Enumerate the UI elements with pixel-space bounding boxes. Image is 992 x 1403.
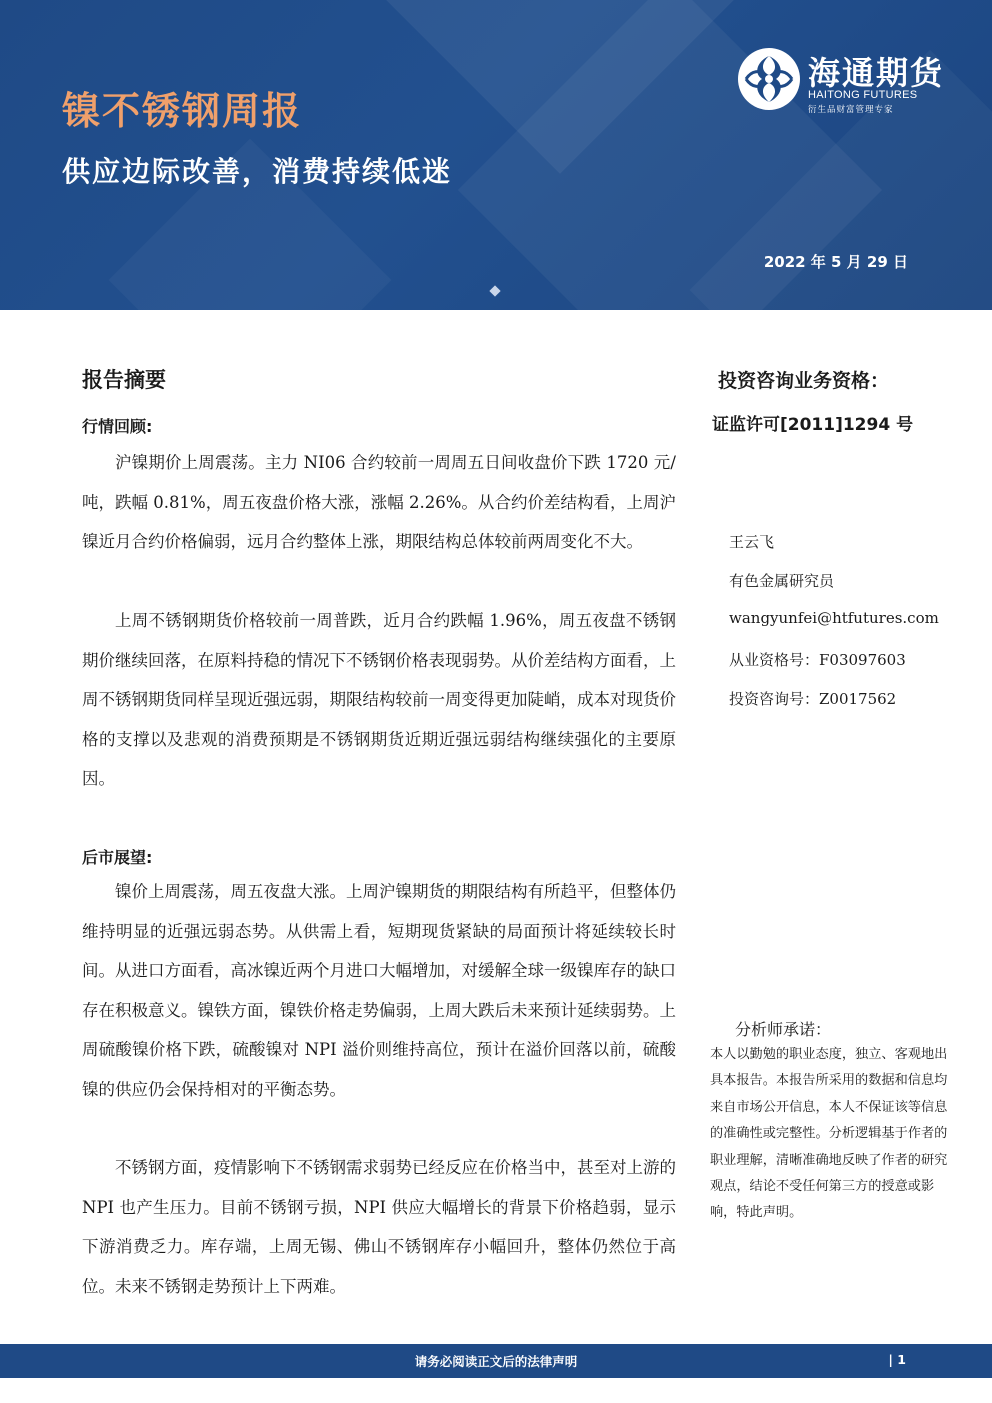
license-number: 证监许可[2011]1294 号 bbox=[712, 415, 914, 435]
legal-notice-link[interactable]: 请务必阅读正文后的法律声明 bbox=[414, 1354, 578, 1369]
review-paragraph: 沪镍期价上周震荡。主力 NI06 合约较前一周周五日间收盘价下跌 1720 元/吨，跌幅 0.81%，周五夜盘价格大涨，涨幅 2.26%。从合约价差结构看，上周沪镍近月合约价格偏弱，远月合约整体上涨，期限结构总体较前两周变化不大。 bbox=[82, 453, 676, 551]
outlook-paragraph: 镍价上周震荡，周五夜盘大涨。上周沪镍期货的期限结构有所趋平，但整体仍维持明显的近强远弱态势。从供需上看，短期现货紧缺的局面预计将延续较长时间。从进口方面看，高冰镍近两个月进口大幅增加，对缓解全球一级镍库存的缺口存在积极意义。镍铁方面，镍铁价格走势偏弱，上周大跌后未来预计延续弱势。上周硫酸镍价格下跌，硫酸镍对 NPI 溢价则维持高位，预计在溢价回落以前，硫酸镍的供应仍会保持相对的平衡态势。 bbox=[82, 882, 676, 1099]
logo-tagline: 衍生品财富管理专家 bbox=[808, 105, 894, 115]
pledge-title: 分析师承诺： bbox=[735, 1020, 832, 1039]
footer-bar bbox=[0, 1344, 992, 1378]
summary-title: 报告摘要 bbox=[82, 368, 166, 392]
report-title: 镍不锈钢周报 bbox=[62, 89, 303, 133]
analyst-practice-number: 从业资格号：F03097603 bbox=[729, 651, 906, 669]
review-heading: 行情回顾: bbox=[82, 417, 153, 436]
outlook-paragraph: 不锈钢方面，疫情影响下不锈钢需求弱势已经反应在价格当中，甚至对上游的 NPI 也产生压力。目前不锈钢亏损，NPI 供应大幅增长的背景下价格趋弱，显示下游消费乏力。库存端，上周无锡、佛山不锈钢库存小幅回升，整体仍然位于高位。未来不锈钢走势预计上下两难。 bbox=[82, 1158, 676, 1296]
header-banner bbox=[0, 0, 992, 310]
qualification-title: 投资咨询业务资格： bbox=[718, 370, 890, 392]
analyst-consult-number: 投资咨询号：Z0017562 bbox=[729, 690, 897, 708]
analyst-email[interactable]: wangyunfei@htfutures.com bbox=[729, 609, 939, 627]
report-date: 2022 年 5 月 29 日 bbox=[763, 253, 908, 271]
analyst-role: 有色金属研究员 bbox=[729, 572, 835, 590]
page-number: | 1 bbox=[888, 1352, 906, 1367]
analyst-name: 王云飞 bbox=[729, 533, 775, 551]
pledge-text: 本人以勤勉的职业态度，独立、客观地出具本报告。本报告所采用的数据和信息均来自市场公开信息，本人不保证该等信息的准确性或完整性。分析逻辑基于作者的职业理解，清晰准确地反映了作者的研究观点，结论不受任何第三方的授意或影响，特此声明。 bbox=[710, 1047, 948, 1221]
outlook-heading: 后市展望: bbox=[82, 848, 153, 867]
logo-name-en: HAITONG FUTURES bbox=[808, 89, 918, 101]
company-logo bbox=[738, 44, 948, 124]
logo-name-cn: 海通期货 bbox=[808, 54, 945, 92]
review-paragraph: 上周不锈钢期货价格较前一周普跌，近月合约跌幅 1.96%，周五夜盘不锈钢期价继续回落，在原料持稳的情况下不锈钢价格表现弱势。从价差结构方面看，上周不锈钢期货同样呈现近强远弱，期限结构较前一周变得更加陡峭，成本对现货价格的支撑以及悲观的消费预期是不锈钢期货近期近强远弱结构继续强化的主要原因。 bbox=[82, 611, 676, 788]
diamond-icon bbox=[489, 285, 500, 296]
haitong-logo-icon bbox=[738, 48, 800, 110]
report-subtitle: 供应边际改善，消费持续低迷 bbox=[62, 155, 453, 188]
